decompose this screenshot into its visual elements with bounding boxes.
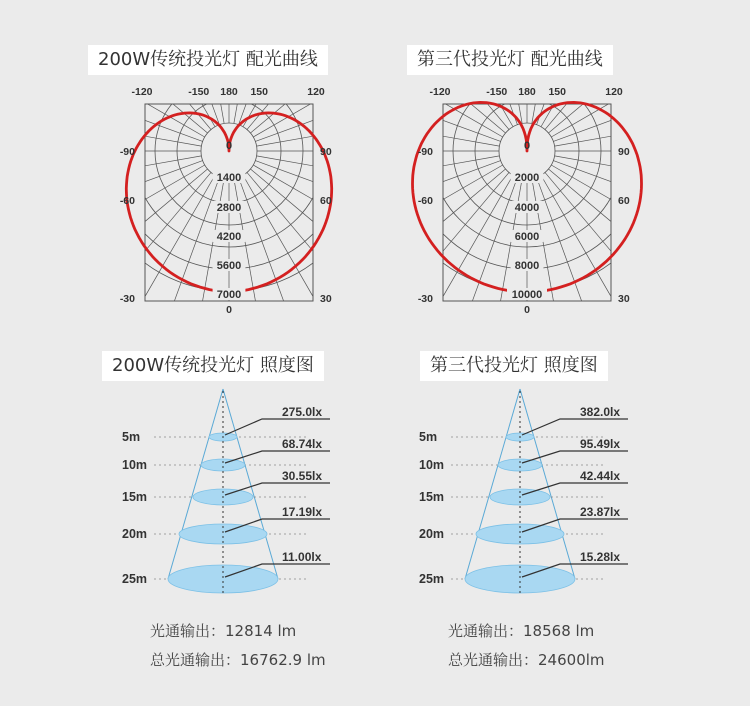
polar-spoke (328, 169, 506, 318)
flux-label: 光通输出： (448, 622, 524, 640)
polar-spoke (99, 0, 215, 127)
polar-spoke (283, 62, 501, 141)
polar-spoke (553, 161, 750, 240)
flux-right (448, 620, 594, 641)
distance-label: 25m (122, 572, 148, 586)
polar-spoke (545, 0, 694, 130)
polar-top-tick: -150 (486, 86, 508, 98)
lux-label: 382.0lx (580, 405, 621, 419)
flux-label: 光通输出： (150, 622, 226, 640)
polar-left-tick: -60 (417, 195, 433, 207)
polar-left-tick: -30 (417, 293, 433, 305)
polar-spoke (253, 21, 454, 137)
polar-spoke (438, 0, 517, 125)
polar-left-tick: -90 (119, 146, 135, 158)
polar-top-tick: 120 (605, 86, 623, 98)
cone-edge (465, 389, 520, 579)
polar-spoke (4, 165, 205, 281)
polar-spoke (140, 0, 219, 125)
polar-spoke (62, 0, 211, 130)
lux-label: 68.74lx (282, 437, 323, 451)
polar-ring-label: 1400 (216, 172, 242, 184)
polar-spoke (250, 169, 428, 318)
lux-label: 95.49lx (580, 437, 621, 451)
illum-title-right: 第三代投光灯 照度图 (420, 351, 608, 381)
polar-spoke (548, 0, 726, 133)
distance-label: 5m (419, 430, 438, 444)
polar-spoke (551, 165, 750, 281)
polar-right-tick: 30 (618, 293, 630, 305)
lux-label: 42.44lx (580, 469, 621, 483)
total-flux-label: 总光通输出： (448, 651, 539, 669)
polar-spoke (555, 106, 750, 146)
distance-label: 10m (419, 458, 445, 472)
polar-ring-label: 4000 (514, 202, 540, 214)
illum-ellipse (498, 459, 542, 471)
distance-label: 10m (122, 458, 148, 472)
polar-spoke (553, 62, 750, 141)
distance-label: 5m (122, 430, 141, 444)
polar-left-tick: -30 (119, 293, 135, 305)
distance-label: 20m (419, 527, 445, 541)
polar-ring-label: 5600 (216, 260, 242, 272)
polar-spoke (247, 0, 396, 130)
polar-spoke (99, 175, 215, 376)
polar-right-tick: 90 (618, 146, 630, 158)
polar-ring-label: 7000 (216, 289, 242, 301)
polar-top-tick: -120 (131, 86, 153, 98)
polar-top-tick: 180 (220, 86, 238, 98)
polar-spoke (243, 175, 359, 376)
distance-label: 20m (122, 527, 148, 541)
polar-right-tick: 90 (320, 146, 332, 158)
polar-spoke (302, 21, 503, 137)
polar-spoke (271, 156, 499, 196)
total-flux-left (150, 649, 326, 670)
polar-top-tick: 120 (307, 86, 325, 98)
distance-label: 15m (419, 490, 445, 504)
polar-spoke (0, 62, 203, 141)
polar-ring-label: 8000 (514, 260, 540, 272)
polar-spoke (328, 0, 506, 133)
flux-value: 18568 lm (523, 622, 595, 640)
lux-label: 15.28lx (580, 550, 621, 564)
polar-title-right: 第三代投光灯 配光曲线 (407, 45, 613, 75)
polar-center-label: 0 (225, 140, 233, 152)
polar-ring-label: 2000 (514, 172, 540, 184)
total-flux-label: 总光通输出： (150, 651, 241, 669)
polar-left-tick: -90 (417, 146, 433, 158)
total-flux-value: 16762.9 lm (240, 651, 326, 669)
polar-bottom-tick: 0 (226, 304, 232, 316)
lux-label: 275.0lx (282, 405, 323, 419)
polar-left-tick: -60 (119, 195, 135, 207)
illum-ellipse (201, 459, 245, 471)
polar-center-label: 0 (523, 140, 531, 152)
lux-leader (522, 419, 628, 435)
polar-right-tick: 30 (320, 293, 332, 305)
lux-label: 30.55lx (282, 469, 323, 483)
lux-label: 17.19lx (282, 505, 323, 519)
polar-spoke (0, 106, 201, 146)
illum-ellipse (465, 565, 575, 593)
total-flux-right (448, 649, 605, 670)
polar-top-tick: 150 (250, 86, 269, 98)
polar-top-tick: 150 (548, 86, 567, 98)
polar-spoke (548, 169, 726, 318)
polar-spoke (555, 156, 750, 196)
polar-spoke (537, 0, 616, 125)
polar-spoke (4, 21, 205, 137)
polar-right-tick: 60 (618, 195, 630, 207)
distance-label: 25m (419, 572, 445, 586)
polar-spoke (360, 0, 509, 130)
polar-ring-label: 6000 (514, 231, 540, 243)
lux-leader (225, 419, 330, 435)
polar-spoke (551, 21, 750, 137)
polar-ring-label: 10000 (511, 289, 543, 301)
polar-chart-right (267, 0, 750, 411)
polar-bottom-tick: 0 (524, 304, 530, 316)
polar-ring-label: 4200 (216, 231, 242, 243)
polar-grid (267, 0, 750, 411)
polar-spoke (243, 0, 359, 127)
illuminance-cone-left (122, 389, 330, 596)
cone-edge (520, 389, 575, 579)
flux-value: 12814 lm (225, 622, 297, 640)
illum-ellipse (168, 565, 278, 593)
illuminance-cone-right (419, 389, 628, 596)
polar-spoke (253, 165, 454, 281)
polar-title-left: 200W传统投光灯 配光曲线 (88, 45, 328, 75)
polar-right-tick: 60 (320, 195, 332, 207)
flux-left (150, 620, 296, 641)
polar-spoke (30, 169, 208, 318)
cone-edge (223, 389, 278, 579)
polar-top-tick: -150 (188, 86, 210, 98)
polar-spoke (257, 156, 485, 196)
polar-spoke (239, 0, 318, 125)
polar-top-tick: -120 (429, 86, 451, 98)
lux-label: 11.00lx (282, 550, 322, 564)
polar-ring-label: 2800 (216, 202, 242, 214)
total-flux-value: 24600lm (538, 651, 605, 669)
illum-title-left: 200W传统投光灯 照度图 (102, 351, 324, 381)
polar-spoke (255, 62, 473, 141)
polar-spoke (0, 156, 201, 196)
cone-edge (168, 389, 223, 579)
distance-label: 15m (122, 490, 148, 504)
lux-label: 23.87lx (580, 505, 621, 519)
polar-top-tick: 180 (518, 86, 536, 98)
